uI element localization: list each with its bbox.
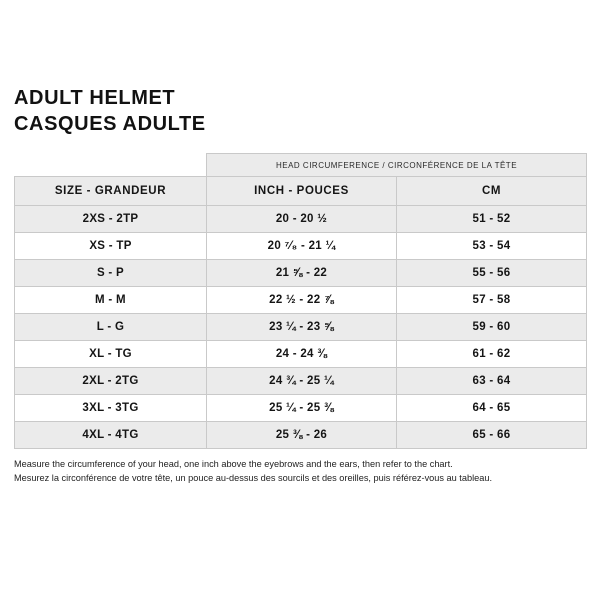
cell-size: 2XL - 2TG: [15, 368, 207, 395]
cell-size: 4XL - 4TG: [15, 422, 207, 449]
cell-size: M - M: [15, 287, 207, 314]
table-row: [15, 206, 587, 233]
cell-inch: 21 ⅝ - 22: [207, 260, 397, 287]
column-header-inch: INCH - POUCES: [207, 177, 397, 206]
cell-inch: 24 ¾ - 25 ¼: [207, 368, 397, 395]
cell-cm: 65 - 66: [397, 422, 587, 449]
cell-size: XL - TG: [15, 341, 207, 368]
page-title: [14, 86, 586, 137]
cell-inch: 24 - 24 ⅜: [207, 341, 397, 368]
cell-cm: 57 - 58: [397, 287, 587, 314]
column-header-size: SIZE - GRANDEUR: [15, 177, 207, 206]
cell-cm: 61 - 62: [397, 341, 587, 368]
size-chart-table: [14, 153, 587, 449]
measurement-notes: [14, 458, 586, 485]
table-row: [15, 341, 587, 368]
cell-inch: 22 ½ - 22 ⅞: [207, 287, 397, 314]
table-row: [15, 422, 587, 449]
table-row: [15, 260, 587, 287]
title-line-english: ADULT HELMET: [14, 87, 176, 109]
cell-cm: 51 - 52: [397, 206, 587, 233]
note-english: Measure the circumference of your head, one inch above the eyebrows and the ears, then refer to the chart.: [14, 459, 453, 470]
cell-inch: 23 ¼ - 23 ⅝: [207, 314, 397, 341]
table-row: [15, 287, 587, 314]
cell-inch: 25 ¼ - 25 ⅜: [207, 395, 397, 422]
table-column-header-row: [15, 177, 587, 206]
table-row: [15, 314, 587, 341]
cell-inch: 20 ⁷⁄₈ - 21 ¼: [207, 233, 397, 260]
cell-cm: 63 - 64: [397, 368, 587, 395]
cell-size: L - G: [15, 314, 207, 341]
table-row: [15, 368, 587, 395]
note-french: Mesurez la circonférence de votre tête, un pouce au-dessus des sourcils et des oreilles, puis référez-vous au tableau.: [14, 472, 493, 483]
cell-cm: 59 - 60: [397, 314, 587, 341]
column-header-cm: CM: [397, 177, 587, 206]
table-row: [15, 395, 587, 422]
cell-inch: 25 ⅜ - 26: [207, 422, 397, 449]
cell-size: 2XS - 2TP: [15, 206, 207, 233]
table-group-header-row: [15, 154, 587, 177]
cell-cm: 64 - 65: [397, 395, 587, 422]
cell-size: S - P: [15, 260, 207, 287]
cell-inch: 20 - 20 ½: [207, 206, 397, 233]
cell-cm: 55 - 56: [397, 260, 587, 287]
cell-size: 3XL - 3TG: [15, 395, 207, 422]
cell-size: XS - TP: [15, 233, 207, 260]
group-header-circumference: HEAD CIRCUMFERENCE / CIRCONFÉRENCE DE LA TÊTE: [207, 154, 587, 177]
table-row: [15, 233, 587, 260]
group-header-spacer: [15, 154, 207, 177]
title-line-french: CASQUES ADULTE: [14, 112, 206, 135]
cell-cm: 53 - 54: [397, 233, 587, 260]
